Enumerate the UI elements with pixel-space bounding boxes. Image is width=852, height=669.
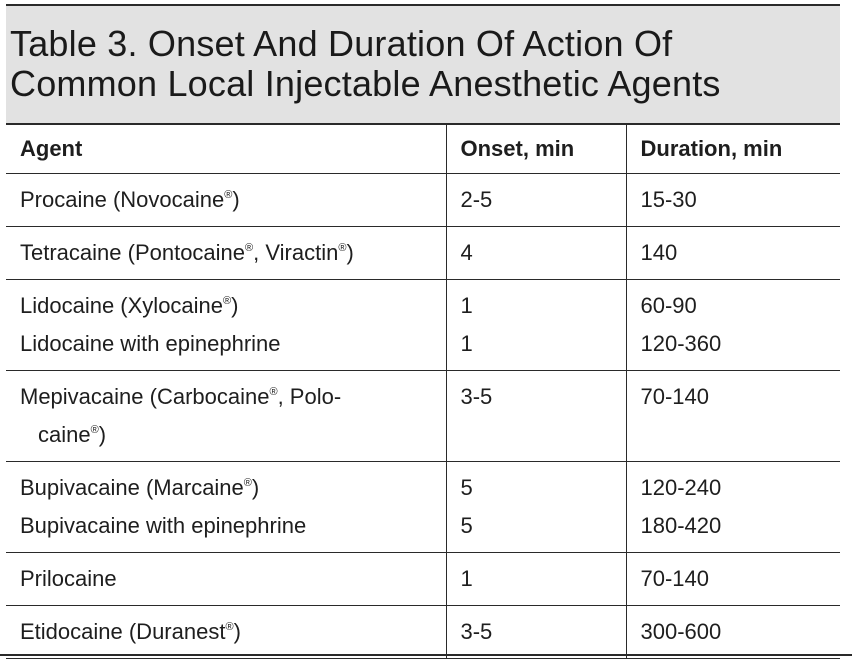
duration-cell (626, 606, 840, 659)
agent-name: Bupivacaine (Marcaine®) (20, 475, 260, 500)
duration-value: 140 (640, 240, 678, 265)
onset-value: 3-5 (460, 619, 493, 644)
onset-value: 1 (460, 293, 473, 318)
header-row (6, 125, 840, 174)
agent-cell (6, 606, 446, 659)
onset-cell (446, 371, 626, 462)
onset-cell (446, 462, 626, 553)
duration-value: 70-140 (640, 566, 710, 591)
onset-cell (446, 553, 626, 606)
duration-cell (626, 174, 840, 227)
table-row (6, 462, 840, 553)
duration-value: 300-600 (640, 619, 722, 644)
onset-cell (446, 174, 626, 227)
onset-cell (446, 227, 626, 280)
onset-value: 5 (460, 475, 473, 500)
duration-value: 60-90 (640, 293, 697, 318)
agent-name: Lidocaine with epinephrine (20, 331, 281, 356)
duration-cell (626, 227, 840, 280)
duration-value: 120-240 (640, 475, 722, 500)
table-container (6, 123, 840, 659)
agent-cell (6, 462, 446, 553)
agent-name: Tetracaine (Pontocaine®, Viractin®) (20, 240, 354, 265)
column-header-agent: Agent (6, 125, 446, 174)
title-band (6, 4, 840, 123)
duration-cell (626, 280, 840, 371)
agent-cell (6, 174, 446, 227)
duration-value: 120-360 (640, 331, 722, 356)
table-row (6, 174, 840, 227)
agent-cell (6, 371, 446, 462)
agent-cell (6, 227, 446, 280)
duration-value: 180-420 (640, 513, 722, 538)
agent-name: Procaine (Novocaine®) (20, 187, 240, 212)
table-title-line-1: Table 3. Onset And Duration Of Action Of (10, 23, 673, 64)
agent-cell (6, 553, 446, 606)
table-title-line-2: Common Local Injectable Anesthetic Agents (10, 63, 721, 104)
onset-value: 4 (460, 240, 473, 265)
agent-name: Bupivacaine with epinephrine (20, 513, 307, 538)
agent-name-continued: caine®) (38, 422, 107, 447)
table-row (6, 371, 840, 462)
table-row (6, 227, 840, 280)
agent-cell (6, 280, 446, 371)
onset-value: 3-5 (460, 384, 493, 409)
duration-cell (626, 371, 840, 462)
onset-value: 1 (460, 331, 473, 356)
agent-name: Etidocaine (Duranest®) (20, 619, 241, 644)
table-row (6, 280, 840, 371)
anesthetic-table (6, 125, 840, 659)
table-title (10, 24, 721, 104)
table-row (6, 553, 840, 606)
onset-value: 2-5 (460, 187, 493, 212)
onset-value: 1 (460, 566, 473, 591)
bottom-rule (0, 654, 852, 656)
column-header-duration: Duration, min (626, 125, 840, 174)
onset-value: 5 (460, 513, 473, 538)
agent-name: Prilocaine (20, 566, 117, 591)
duration-value: 70-140 (640, 384, 710, 409)
onset-cell (446, 280, 626, 371)
agent-name: Mepivacaine (Carbocaine®, Polo- (20, 384, 342, 409)
duration-cell (626, 553, 840, 606)
onset-cell (446, 606, 626, 659)
agent-name: Lidocaine (Xylocaine®) (20, 293, 239, 318)
table-figure (6, 4, 840, 644)
duration-value: 15-30 (640, 187, 697, 212)
table-row (6, 606, 840, 659)
column-header-onset: Onset, min (446, 125, 626, 174)
duration-cell (626, 462, 840, 553)
